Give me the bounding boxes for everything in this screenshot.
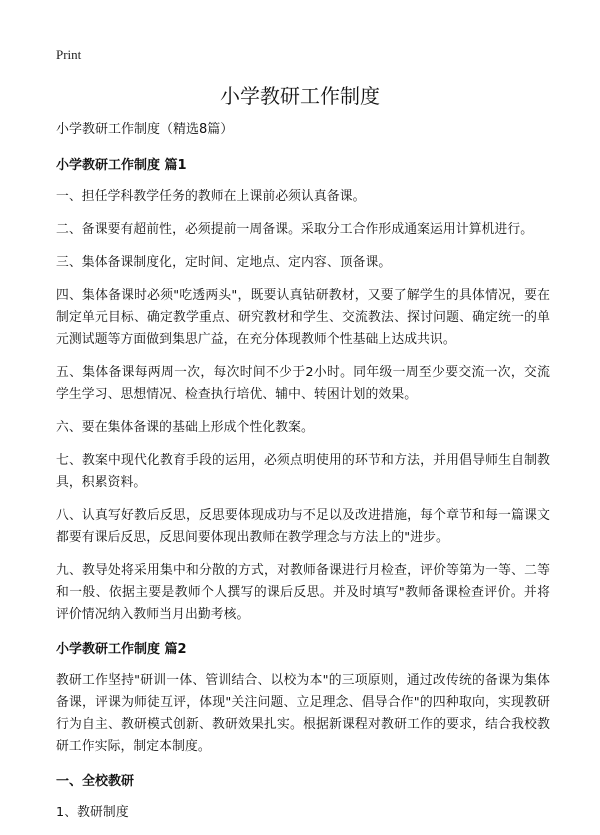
section-heading-1: 小学教研工作制度 篇1 (56, 158, 187, 173)
page-title: 小学教研工作制度 (220, 84, 380, 108)
section-heading-3: 一、全校教研 (56, 774, 135, 789)
paragraph: 七、教案中现代化教育手段的运用，必须点明使用的环节和方法，并用倡导师生自制教具，积累资料。 (56, 453, 550, 490)
section-heading-2: 小学教研工作制度 篇2 (56, 642, 187, 657)
paragraph: 八、认真写好教后反思，反思要体现成功与不足以及改进措施，每个章节和每一篇课文都要有课后反思，反思间要体现出教师在教学理念与方法上的"进步。 (56, 508, 550, 545)
paragraph: 1、教研制度 (56, 805, 129, 820)
paragraph: 一、担任学科教学任务的教师在上课前必须认真备课。 (56, 189, 366, 204)
paragraph: 四、集体备课时必须"吃透两头"，既要认真钻研教材，又要了解学生的具体情况，要在制定单元目标、确定教学重点、研究教材和学生、交流教法、探讨问题、确定统一的单元测试题等方面做到集思广益，在充分体现教师个性基础上达成共识。 (56, 288, 550, 347)
paragraph: 三、集体备课制度化，定时间、定地点、定内容、顶备课。 (56, 255, 392, 270)
paragraph: 教研工作坚持"研训一体、管训结合、以校为本"的三项原则，通过改传统的备课为集体备课，评课为师徒互评，体现"关注问题、立足理念、倡导合作"的四种取向，实现教研行为自主、教研模式创新、教研效果扎实。根据新课程对教研工作的要求，结合我校教研工作实际，制定本制度。 (56, 673, 550, 754)
paragraph: 二、备课要有超前性，必须提前一周备课。采取分工合作形成通案运用计算机进行。 (56, 222, 534, 237)
paragraph: 九、教导处将采用集中和分散的方式，对教师备课进行月检查，评价等第为一等、二等和一般、依据主要是教师个人撰写的课后反思。并及时填写"教师备课检查评价。并将评价情况纳入教师当月出勤考核。 (56, 563, 550, 622)
paragraph: 六、要在集体备课的基础上形成个性化教案。 (56, 420, 314, 435)
document-subtitle: 小学教研工作制度（精选8篇） (56, 122, 234, 137)
paragraph: 五、集体备课每两周一次，每次时间不少于2小时。同年级一周至少要交流一次，交流学生学习、思想情况、检查执行培优、辅中、转困计划的效果。 (56, 365, 550, 402)
document-body (56, 120, 550, 835)
print-link[interactable]: Print (56, 47, 82, 62)
